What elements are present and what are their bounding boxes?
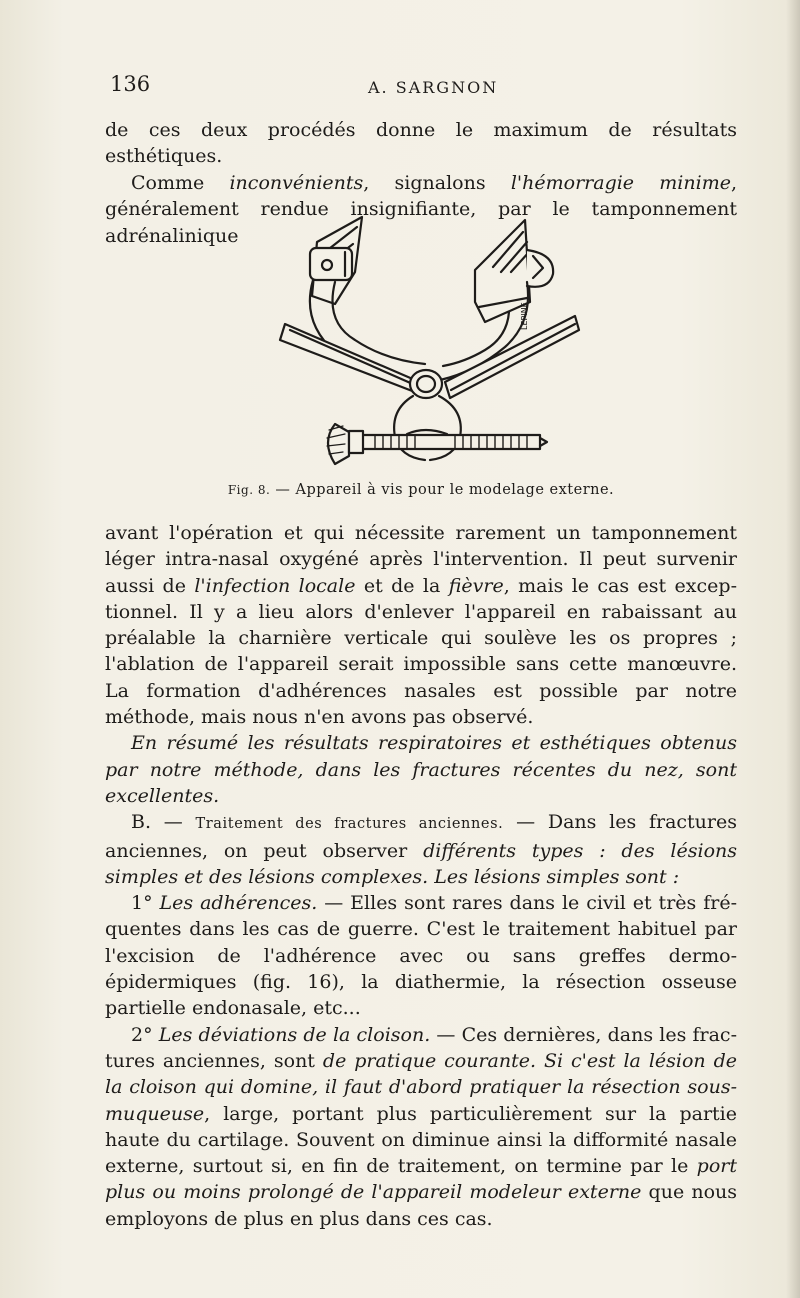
figure-caption [105,482,737,498]
text-run: avant l'opération et qui nécessite rarement un tamponnement léger intra-nasal oxygéné après l'intervention. Il peut survenir aussi de [105,522,737,597]
text-run: 2° [131,1023,159,1046]
text-run: — Elles sont rares dans le civil et très fréquentes dans les cas de guerre. C'est le traitement habituel par l'excision de l'adhérence avec ou sans greffes dermo-épidermiques (fig. 16), la diathermie, la résection osseuse partielle endonasale, etc... [105,892,737,1020]
caption-text: — Appareil à vis pour le modelage externe. [270,482,615,498]
running-head: A. SARGNON [368,78,499,97]
paragraph [105,1022,737,1232]
text-run: de ces deux procédés donne le maximum de résultats esthétiques. [105,119,737,168]
text-run: , mais le cas est exceptionnel. Il y a lieu alors d'enlever l'appareil en rabaissant au préalable la charnière verticale qui soulève les os propres ; l'ablation de l'appareil serait impossible sans cette manœuvre. La formation d'adhérences nasales est possible par notre méthode, mais nous n'en avons pas observé. [105,574,737,729]
italic-run: port plus ou moins prolongé de l'appareil modeleur externe [105,1155,737,1204]
paragraph [105,520,737,730]
italic-run: inconvénients [229,171,364,194]
text-run: que nous employons de plus en plus dans ces cas. [105,1181,737,1230]
text-run: B. — [131,811,196,834]
text-run: et de la [355,574,449,597]
text-run: — Ces dernières, dans les fractures anciennes, sont [105,1023,737,1072]
italic-run: de pratique courante. Si c'est la lésion de la cloison qui domine, il faut d'abord pratiquer la résection sous-muqueuse [105,1049,737,1125]
text-run: — Dans les fractures anciennes, on peut observer [105,811,737,862]
page-number: 136 [110,72,151,96]
paragraph [105,809,737,890]
page-edge-shadow [786,0,800,1298]
italic-run: Les déviations de la cloison. [158,1023,431,1046]
italic-run: fièvre [448,574,504,597]
italic-run: l'hémorragie minime [510,171,731,194]
paragraph [105,730,737,809]
text-run: , généralement rendue insignifiante, par le tamponnement adrénalinique [105,171,737,247]
italic-run: différents types : des lésions simples et des lésions complexes. Les lésions simples sont : [105,839,738,888]
page-header [110,72,740,102]
italic-run: En résumé les résultats respiratoires et esthétiques obtenus par notre méthode, dans les fractures récentes du nez, sont excellentes. [105,732,737,807]
section-heading: Traitement des fractures anciennes. [195,816,504,833]
nasal-splint-apparatus-drawing [265,212,595,472]
paragraph [105,890,737,1021]
text-block-bottom [105,520,737,1232]
text-run: 1° [131,892,160,915]
caption-label: Fig. 8. [227,483,271,497]
engraver-mark: LEPINE [520,302,529,330]
text-run: , large, portant plus particulièrement sur la partie haute du cartilage. Souvent on diminue ainsi la difformité nasale externe, surtout si, en fin de traitement, on termine par le [105,1102,737,1178]
paragraph [105,117,737,170]
figure-illustration [265,212,595,472]
text-run: , signalons [363,171,511,194]
italic-run: l'infection locale [194,574,356,597]
italic-run: Les adhérences. [159,892,318,915]
text-run: Comme [131,171,230,194]
